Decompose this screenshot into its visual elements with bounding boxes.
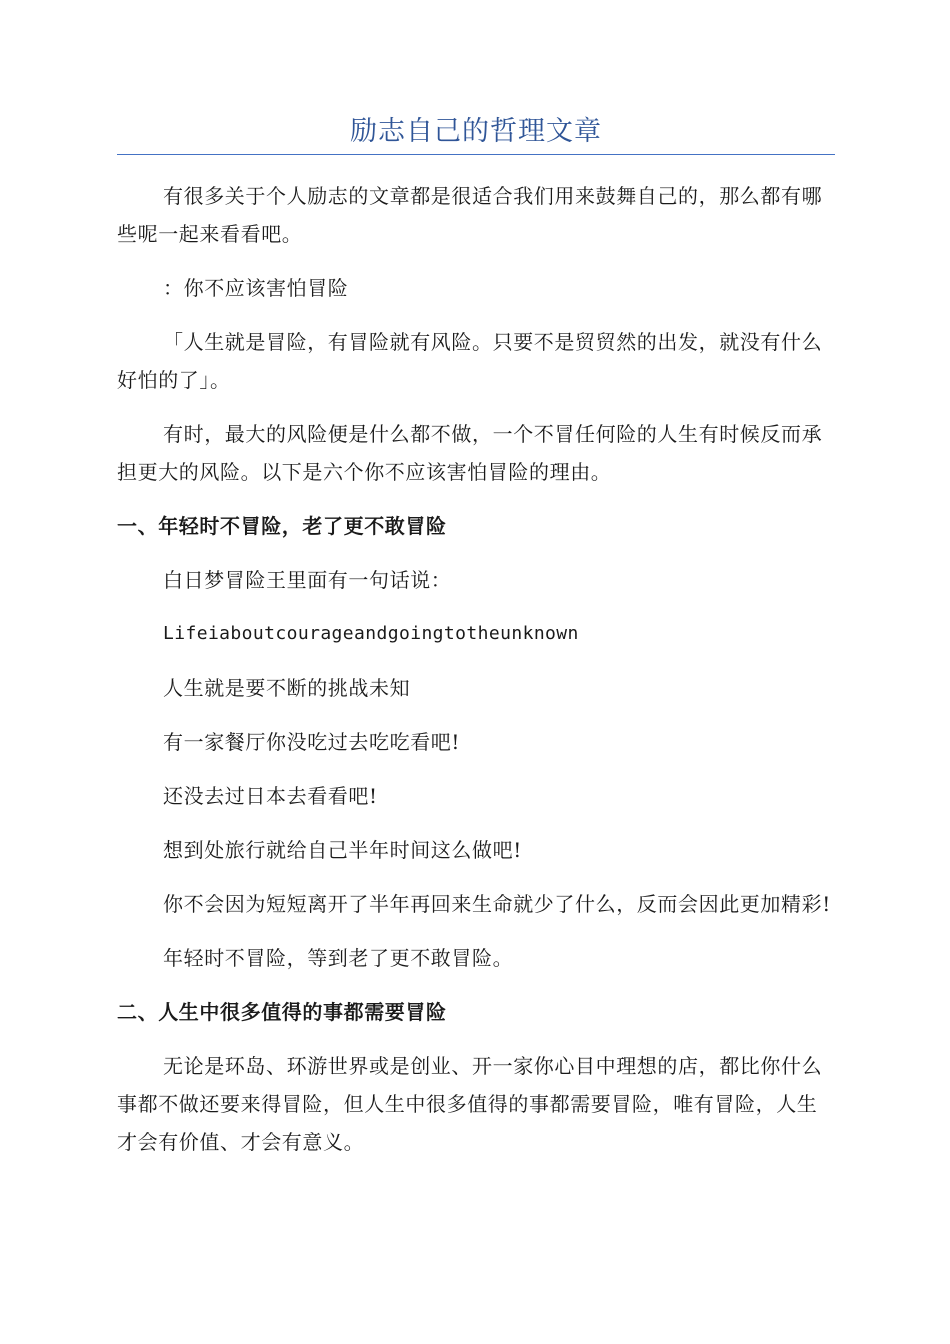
- body-paragraph: 白日梦冒险王里面有一句话说：: [163, 568, 452, 592]
- body-paragraph: 年轻时不冒险，等到老了更不敢冒险。: [163, 946, 514, 970]
- quote-paragraph: 「人生就是冒险，有冒险就有风险。只要不是贸贸然的出发，就没有什么好怕的了」。: [117, 330, 823, 392]
- body-paragraph: 想到处旅行就给自己半年时间这么做吧!: [163, 838, 522, 862]
- section-heading-1: 一、年轻时不冒险，老了更不敢冒险: [117, 514, 447, 538]
- body-paragraph: 还没去过日本去看看吧!: [163, 784, 378, 808]
- body-paragraph: 有一家餐厅你没吃过去吃吃看吧!: [163, 730, 461, 754]
- document-page: [117, 112, 835, 1177]
- body-paragraph: 无论是环岛、环游世界或是创业、开一家你心目中理想的店，都比你什么事都不做还要来得冒险，但人生中很多值得的事都需要冒险，唯有冒险，人生才会有价值、才会有意义。: [117, 1054, 823, 1154]
- section-heading-2: 二、人生中很多值得的事都需要冒险: [117, 1000, 447, 1024]
- body-paragraph: 人生就是要不断的挑战未知: [163, 676, 411, 700]
- document-body: [117, 155, 835, 1161]
- document-title: 励志自己的哲理文章: [350, 116, 602, 147]
- body-paragraph: 有时，最大的风险便是什么都不做，一个不冒任何险的人生有时候反而承担更大的风险。以下是六个你不应该害怕冒险的理由。: [117, 422, 823, 484]
- english-quote: Lifeiaboutcourageandgoingtotheunknown: [163, 623, 579, 644]
- body-paragraph: 你不会因为短短离开了半年再回来生命就少了什么，反而会因此更加精彩!: [163, 892, 831, 916]
- subtitle-line: ：你不应该害怕冒险: [163, 276, 349, 300]
- intro-paragraph: 有很多关于个人励志的文章都是很适合我们用来鼓舞自己的，那么都有哪些呢一起来看看吧。: [117, 184, 823, 246]
